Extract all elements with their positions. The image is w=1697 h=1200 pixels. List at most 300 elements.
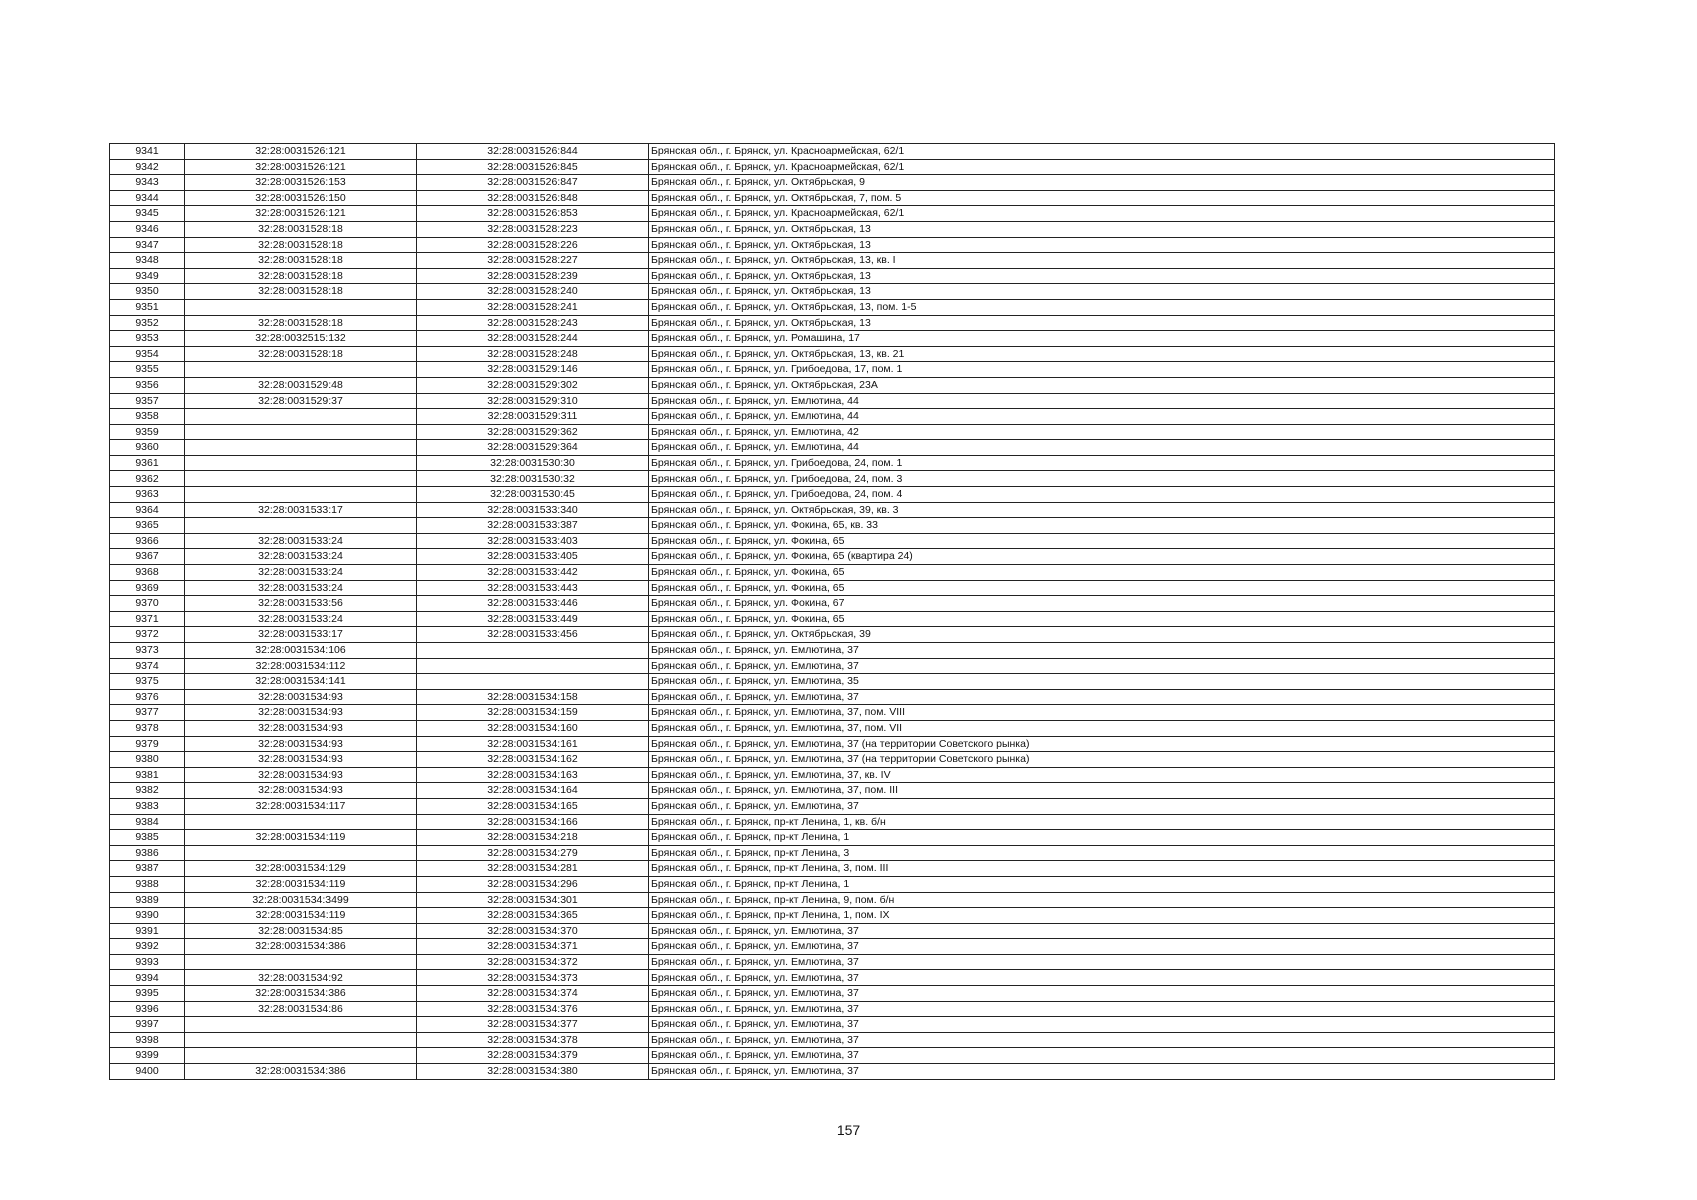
- address-cell: Брянская обл., г. Брянск, ул. Октябрьская, 9: [649, 175, 1555, 191]
- row-number-cell: 9360: [110, 440, 185, 456]
- address-cell: Брянская обл., г. Брянск, ул. Фокина, 65 (квартира 24): [649, 549, 1555, 565]
- row-number-cell: 9372: [110, 627, 185, 643]
- address-cell: Брянская обл., г. Брянск, ул. Грибоедова, 24, пом. 3: [649, 471, 1555, 487]
- row-number-cell: 9366: [110, 533, 185, 549]
- table-row: [110, 876, 1555, 892]
- address-cell: Брянская обл., г. Брянск, пр-кт Ленина, 1, пом. IX: [649, 908, 1555, 924]
- table-row: [110, 362, 1555, 378]
- parent-cadastral-number-cell: 32:28:0031534:93: [185, 783, 417, 799]
- cadastral-number-cell: 32:28:0031534:372: [417, 954, 649, 970]
- address-cell: Брянская обл., г. Брянск, ул. Октябрьская, 13: [649, 237, 1555, 253]
- table-row: [110, 611, 1555, 627]
- table-row: [110, 237, 1555, 253]
- cadastral-number-cell: 32:28:0031533:387: [417, 518, 649, 534]
- row-number-cell: 9354: [110, 346, 185, 362]
- address-cell: Брянская обл., г. Брянск, ул. Октябрьская, 13, кв. 21: [649, 346, 1555, 362]
- table-row: [110, 752, 1555, 768]
- row-number-cell: 9386: [110, 845, 185, 861]
- table-row: [110, 1017, 1555, 1033]
- cadastral-number-cell: 32:28:0031526:848: [417, 190, 649, 206]
- address-cell: Брянская обл., г. Брянск, ул. Грибоедова, 17, пом. 1: [649, 362, 1555, 378]
- address-cell: Брянская обл., г. Брянск, ул. Емлютина, 37: [649, 1032, 1555, 1048]
- table-row: [110, 175, 1555, 191]
- cadastral-number-cell: 32:28:0031534:370: [417, 923, 649, 939]
- row-number-cell: 9367: [110, 549, 185, 565]
- table-row: [110, 580, 1555, 596]
- parent-cadastral-number-cell: 32:28:0031534:119: [185, 830, 417, 846]
- cadastral-number-cell: 32:28:0031534:164: [417, 783, 649, 799]
- row-number-cell: 9390: [110, 908, 185, 924]
- cadastral-number-cell: 32:28:0031534:378: [417, 1032, 649, 1048]
- parent-cadastral-number-cell: [185, 471, 417, 487]
- address-cell: Брянская обл., г. Брянск, ул. Емлютина, 42: [649, 424, 1555, 440]
- parent-cadastral-number-cell: 32:28:0031534:3499: [185, 892, 417, 908]
- cadastral-number-cell: 32:28:0031533:449: [417, 611, 649, 627]
- parent-cadastral-number-cell: 32:28:0031534:85: [185, 923, 417, 939]
- table-row: [110, 689, 1555, 705]
- parent-cadastral-number-cell: 32:28:0031528:18: [185, 346, 417, 362]
- cadastral-number-cell: 32:28:0031530:30: [417, 455, 649, 471]
- address-cell: Брянская обл., г. Брянск, ул. Фокина, 65: [649, 533, 1555, 549]
- parent-cadastral-number-cell: 32:28:0031533:24: [185, 611, 417, 627]
- row-number-cell: 9347: [110, 237, 185, 253]
- table-row: [110, 159, 1555, 175]
- address-cell: Брянская обл., г. Брянск, ул. Емлютина, 37: [649, 923, 1555, 939]
- cadastral-number-cell: 32:28:0031534:165: [417, 798, 649, 814]
- parent-cadastral-number-cell: 32:28:0031533:24: [185, 533, 417, 549]
- row-number-cell: 9382: [110, 783, 185, 799]
- parent-cadastral-number-cell: [185, 1048, 417, 1064]
- parent-cadastral-number-cell: 32:28:0031533:24: [185, 549, 417, 565]
- cadastral-number-cell: 32:28:0031534:160: [417, 720, 649, 736]
- parent-cadastral-number-cell: 32:28:0031534:92: [185, 970, 417, 986]
- parent-cadastral-number-cell: [185, 518, 417, 534]
- address-cell: Брянская обл., г. Брянск, ул. Емлютина, 44: [649, 393, 1555, 409]
- cadastral-number-cell: 32:28:0031534:301: [417, 892, 649, 908]
- address-cell: Брянская обл., г. Брянск, ул. Октябрьская, 13: [649, 268, 1555, 284]
- table-row: [110, 627, 1555, 643]
- cadastral-number-cell: 32:28:0031533:446: [417, 596, 649, 612]
- address-cell: Брянская обл., г. Брянск, ул. Фокина, 67: [649, 596, 1555, 612]
- cadastral-number-cell: 32:28:0031528:227: [417, 253, 649, 269]
- parent-cadastral-number-cell: 32:28:0031534:93: [185, 705, 417, 721]
- row-number-cell: 9359: [110, 424, 185, 440]
- row-number-cell: 9356: [110, 377, 185, 393]
- cadastral-number-cell: 32:28:0031533:442: [417, 565, 649, 581]
- cadastral-number-cell: 32:28:0031526:847: [417, 175, 649, 191]
- cadastral-number-cell: 32:28:0031534:379: [417, 1048, 649, 1064]
- parent-cadastral-number-cell: 32:28:0031528:18: [185, 284, 417, 300]
- cadastral-number-cell: 32:28:0031528:240: [417, 284, 649, 300]
- table-row: [110, 923, 1555, 939]
- table-row: [110, 1048, 1555, 1064]
- row-number-cell: 9383: [110, 798, 185, 814]
- row-number-cell: 9344: [110, 190, 185, 206]
- address-cell: Брянская обл., г. Брянск, ул. Октябрьская, 23А: [649, 377, 1555, 393]
- parent-cadastral-number-cell: 32:28:0031534:117: [185, 798, 417, 814]
- table-row: [110, 767, 1555, 783]
- table-row: [110, 455, 1555, 471]
- row-number-cell: 9374: [110, 658, 185, 674]
- table-row: [110, 518, 1555, 534]
- cadastral-number-cell: 32:28:0031528:244: [417, 331, 649, 347]
- table-row: [110, 331, 1555, 347]
- row-number-cell: 9362: [110, 471, 185, 487]
- cadastral-number-cell: 32:28:0031534:166: [417, 814, 649, 830]
- table-row: [110, 533, 1555, 549]
- row-number-cell: 9351: [110, 299, 185, 315]
- parent-cadastral-number-cell: 32:28:0031526:121: [185, 159, 417, 175]
- parent-cadastral-number-cell: 32:28:0031529:48: [185, 377, 417, 393]
- row-number-cell: 9397: [110, 1017, 185, 1033]
- parent-cadastral-number-cell: 32:28:0031528:18: [185, 268, 417, 284]
- table-row: [110, 845, 1555, 861]
- table-row: [110, 830, 1555, 846]
- row-number-cell: 9384: [110, 814, 185, 830]
- parent-cadastral-number-cell: 32:28:0031534:93: [185, 767, 417, 783]
- parent-cadastral-number-cell: 32:28:0031528:18: [185, 221, 417, 237]
- address-cell: Брянская обл., г. Брянск, ул. Октябрьская, 13: [649, 284, 1555, 300]
- address-cell: Брянская обл., г. Брянск, ул. Ромашина, 17: [649, 331, 1555, 347]
- parent-cadastral-number-cell: 32:28:0031534:119: [185, 876, 417, 892]
- row-number-cell: 9370: [110, 596, 185, 612]
- parent-cadastral-number-cell: 32:28:0031533:17: [185, 627, 417, 643]
- row-number-cell: 9396: [110, 1001, 185, 1017]
- address-cell: Брянская обл., г. Брянск, ул. Емлютина, 37: [649, 643, 1555, 659]
- row-number-cell: 9380: [110, 752, 185, 768]
- cadastral-number-cell: [417, 674, 649, 690]
- row-number-cell: 9363: [110, 487, 185, 503]
- cadastral-number-cell: 32:28:0031529:302: [417, 377, 649, 393]
- parent-cadastral-number-cell: 32:28:0031533:24: [185, 580, 417, 596]
- address-cell: Брянская обл., г. Брянск, ул. Фокина, 65: [649, 565, 1555, 581]
- cadastral-number-cell: 32:28:0031533:443: [417, 580, 649, 596]
- table-row: [110, 986, 1555, 1002]
- table-row: [110, 783, 1555, 799]
- address-cell: Брянская обл., г. Брянск, ул. Красноармейская, 62/1: [649, 206, 1555, 222]
- row-number-cell: 9373: [110, 643, 185, 659]
- parent-cadastral-number-cell: [185, 455, 417, 471]
- table-row: [110, 954, 1555, 970]
- table-row: [110, 190, 1555, 206]
- table-row: [110, 393, 1555, 409]
- row-number-cell: 9357: [110, 393, 185, 409]
- row-number-cell: 9361: [110, 455, 185, 471]
- row-number-cell: 9391: [110, 923, 185, 939]
- parent-cadastral-number-cell: [185, 299, 417, 315]
- table-row: [110, 409, 1555, 425]
- address-cell: Брянская обл., г. Брянск, ул. Емлютина, 37: [649, 986, 1555, 1002]
- row-number-cell: 9393: [110, 954, 185, 970]
- table-body: [110, 144, 1555, 1080]
- table-row: [110, 284, 1555, 300]
- parent-cadastral-number-cell: 32:28:0031528:18: [185, 237, 417, 253]
- parent-cadastral-number-cell: 32:28:0031533:24: [185, 565, 417, 581]
- parent-cadastral-number-cell: [185, 487, 417, 503]
- row-number-cell: 9376: [110, 689, 185, 705]
- table-row: [110, 674, 1555, 690]
- address-cell: Брянская обл., г. Брянск, ул. Емлютина, 37: [649, 954, 1555, 970]
- parent-cadastral-number-cell: 32:28:0031534:106: [185, 643, 417, 659]
- parent-cadastral-number-cell: [185, 440, 417, 456]
- address-cell: Брянская обл., г. Брянск, пр-кт Ленина, 1, кв. б/н: [649, 814, 1555, 830]
- parent-cadastral-number-cell: 32:28:0031534:112: [185, 658, 417, 674]
- cadastral-number-cell: 32:28:0031534:163: [417, 767, 649, 783]
- row-number-cell: 9350: [110, 284, 185, 300]
- cadastral-number-cell: 32:28:0031533:340: [417, 502, 649, 518]
- address-cell: Брянская обл., г. Брянск, ул. Грибоедова, 24, пом. 4: [649, 487, 1555, 503]
- table-row: [110, 705, 1555, 721]
- cadastral-number-cell: 32:28:0031529:310: [417, 393, 649, 409]
- parent-cadastral-number-cell: [185, 814, 417, 830]
- cadastral-number-cell: 32:28:0031526:844: [417, 144, 649, 160]
- table-row: [110, 502, 1555, 518]
- parent-cadastral-number-cell: 32:28:0031534:386: [185, 986, 417, 1002]
- table-row: [110, 144, 1555, 160]
- cadastral-number-cell: [417, 643, 649, 659]
- cadastral-number-cell: 32:28:0031534:279: [417, 845, 649, 861]
- cadastral-number-cell: 32:28:0031528:226: [417, 237, 649, 253]
- address-cell: Брянская обл., г. Брянск, ул. Октябрьская, 13, пом. 1-5: [649, 299, 1555, 315]
- row-number-cell: 9395: [110, 986, 185, 1002]
- table-row: [110, 440, 1555, 456]
- address-cell: Брянская обл., г. Брянск, ул. Октябрьская, 39, кв. 3: [649, 502, 1555, 518]
- parent-cadastral-number-cell: 32:28:0031534:386: [185, 939, 417, 955]
- row-number-cell: 9392: [110, 939, 185, 955]
- row-number-cell: 9365: [110, 518, 185, 534]
- parent-cadastral-number-cell: [185, 409, 417, 425]
- row-number-cell: 9352: [110, 315, 185, 331]
- parent-cadastral-number-cell: 32:28:0031534:141: [185, 674, 417, 690]
- cadastral-number-cell: 32:28:0031534:377: [417, 1017, 649, 1033]
- table-row: [110, 315, 1555, 331]
- cadastral-number-cell: 32:28:0031534:158: [417, 689, 649, 705]
- row-number-cell: 9371: [110, 611, 185, 627]
- table-row: [110, 939, 1555, 955]
- parent-cadastral-number-cell: 32:28:0031528:18: [185, 315, 417, 331]
- cadastral-number-cell: 32:28:0031534:374: [417, 986, 649, 1002]
- cadastral-number-cell: 32:28:0031534:162: [417, 752, 649, 768]
- cadastral-number-cell: 32:28:0031533:456: [417, 627, 649, 643]
- table-row: [110, 798, 1555, 814]
- cadastral-number-cell: 32:28:0031534:376: [417, 1001, 649, 1017]
- row-number-cell: 9379: [110, 736, 185, 752]
- table-row: [110, 1064, 1555, 1080]
- row-number-cell: 9389: [110, 892, 185, 908]
- table-row: [110, 892, 1555, 908]
- row-number-cell: 9398: [110, 1032, 185, 1048]
- row-number-cell: 9394: [110, 970, 185, 986]
- parent-cadastral-number-cell: 32:28:0031526:153: [185, 175, 417, 191]
- data-table: [109, 143, 1555, 1080]
- address-cell: Брянская обл., г. Брянск, пр-кт Ленина, 9, пом. б/н: [649, 892, 1555, 908]
- parent-cadastral-number-cell: 32:28:0031528:18: [185, 253, 417, 269]
- address-cell: Брянская обл., г. Брянск, ул. Емлютина, 37, пом. VII: [649, 720, 1555, 736]
- parent-cadastral-number-cell: 32:28:0031529:37: [185, 393, 417, 409]
- cadastral-number-cell: 32:28:0031530:32: [417, 471, 649, 487]
- table-row: [110, 299, 1555, 315]
- address-cell: Брянская обл., г. Брянск, ул. Фокина, 65, кв. 33: [649, 518, 1555, 534]
- parent-cadastral-number-cell: [185, 845, 417, 861]
- row-number-cell: 9345: [110, 206, 185, 222]
- address-cell: Брянская обл., г. Брянск, ул. Емлютина, 37, кв. IV: [649, 767, 1555, 783]
- cadastral-number-cell: 32:28:0031530:45: [417, 487, 649, 503]
- table-row: [110, 471, 1555, 487]
- cadastral-number-cell: 32:28:0031534:281: [417, 861, 649, 877]
- cadastral-number-cell: 32:28:0031534:373: [417, 970, 649, 986]
- address-cell: Брянская обл., г. Брянск, ул. Емлютина, 44: [649, 409, 1555, 425]
- cadastral-number-cell: 32:28:0031534:159: [417, 705, 649, 721]
- parent-cadastral-number-cell: 32:28:0031526:121: [185, 206, 417, 222]
- page-number: 157: [836, 1122, 861, 1138]
- table-row: [110, 253, 1555, 269]
- row-number-cell: 9377: [110, 705, 185, 721]
- cadastral-number-cell: 32:28:0031529:364: [417, 440, 649, 456]
- row-number-cell: 9400: [110, 1064, 185, 1080]
- row-number-cell: 9343: [110, 175, 185, 191]
- table-row: [110, 814, 1555, 830]
- row-number-cell: 9375: [110, 674, 185, 690]
- address-cell: Брянская обл., г. Брянск, ул. Емлютина, 37: [649, 1017, 1555, 1033]
- table-row: [110, 565, 1555, 581]
- row-number-cell: 9385: [110, 830, 185, 846]
- address-cell: Брянская обл., г. Брянск, ул. Фокина, 65: [649, 611, 1555, 627]
- parent-cadastral-number-cell: [185, 954, 417, 970]
- row-number-cell: 9341: [110, 144, 185, 160]
- table-row: [110, 268, 1555, 284]
- address-cell: Брянская обл., г. Брянск, ул. Октябрьская, 13, кв. I: [649, 253, 1555, 269]
- table-row: [110, 377, 1555, 393]
- address-cell: Брянская обл., г. Брянск, пр-кт Ленина, 1: [649, 876, 1555, 892]
- parent-cadastral-number-cell: 32:28:0031534:86: [185, 1001, 417, 1017]
- address-cell: Брянская обл., г. Брянск, ул. Емлютина, 37: [649, 939, 1555, 955]
- row-number-cell: 9388: [110, 876, 185, 892]
- address-cell: Брянская обл., г. Брянск, ул. Емлютина, 37: [649, 1001, 1555, 1017]
- row-number-cell: 9353: [110, 331, 185, 347]
- row-number-cell: 9349: [110, 268, 185, 284]
- cadastral-number-cell: 32:28:0031529:362: [417, 424, 649, 440]
- cadastral-number-cell: 32:28:0031529:311: [417, 409, 649, 425]
- parent-cadastral-number-cell: [185, 1017, 417, 1033]
- table-row: [110, 658, 1555, 674]
- row-number-cell: 9346: [110, 221, 185, 237]
- parent-cadastral-number-cell: 32:28:0031526:150: [185, 190, 417, 206]
- address-cell: Брянская обл., г. Брянск, ул. Емлютина, 37: [649, 1064, 1555, 1080]
- address-cell: Брянская обл., г. Брянск, ул. Красноармейская, 62/1: [649, 144, 1555, 160]
- table-row: [110, 206, 1555, 222]
- table-row: [110, 720, 1555, 736]
- row-number-cell: 9399: [110, 1048, 185, 1064]
- row-number-cell: 9364: [110, 502, 185, 518]
- parent-cadastral-number-cell: [185, 1032, 417, 1048]
- table-row: [110, 908, 1555, 924]
- address-cell: Брянская обл., г. Брянск, ул. Емлютина, 44: [649, 440, 1555, 456]
- cadastral-number-cell: 32:28:0031528:239: [417, 268, 649, 284]
- table-row: [110, 736, 1555, 752]
- row-number-cell: 9348: [110, 253, 185, 269]
- cadastral-number-cell: 32:28:0031529:146: [417, 362, 649, 378]
- cadastral-number-cell: 32:28:0031534:380: [417, 1064, 649, 1080]
- address-cell: Брянская обл., г. Брянск, ул. Емлютина, 35: [649, 674, 1555, 690]
- cadastral-number-cell: 32:28:0031528:243: [417, 315, 649, 331]
- table-row: [110, 1001, 1555, 1017]
- cadastral-number-cell: 32:28:0031528:223: [417, 221, 649, 237]
- cadastral-number-cell: 32:28:0031526:845: [417, 159, 649, 175]
- cadastral-number-cell: [417, 658, 649, 674]
- parent-cadastral-number-cell: 32:28:0031534:386: [185, 1064, 417, 1080]
- table-row: [110, 549, 1555, 565]
- table-row: [110, 596, 1555, 612]
- row-number-cell: 9368: [110, 565, 185, 581]
- parent-cadastral-number-cell: 32:28:0031534:129: [185, 861, 417, 877]
- row-number-cell: 9381: [110, 767, 185, 783]
- parent-cadastral-number-cell: 32:28:0032515:132: [185, 331, 417, 347]
- parent-cadastral-number-cell: 32:28:0031534:93: [185, 689, 417, 705]
- address-cell: Брянская обл., г. Брянск, пр-кт Ленина, 3: [649, 845, 1555, 861]
- address-cell: Брянская обл., г. Брянск, ул. Октябрьская, 39: [649, 627, 1555, 643]
- parent-cadastral-number-cell: 32:28:0031533:56: [185, 596, 417, 612]
- address-cell: Брянская обл., г. Брянск, ул. Октябрьская, 7, пом. 5: [649, 190, 1555, 206]
- row-number-cell: 9358: [110, 409, 185, 425]
- address-cell: Брянская обл., г. Брянск, ул. Грибоедова, 24, пом. 1: [649, 455, 1555, 471]
- address-cell: Брянская обл., г. Брянск, ул. Октябрьская, 13: [649, 221, 1555, 237]
- table-row: [110, 487, 1555, 503]
- address-cell: Брянская обл., г. Брянск, пр-кт Ленина, 3, пом. III: [649, 861, 1555, 877]
- table-row: [110, 346, 1555, 362]
- cadastral-number-cell: 32:28:0031534:365: [417, 908, 649, 924]
- table-row: [110, 861, 1555, 877]
- cadastral-number-cell: 32:28:0031528:248: [417, 346, 649, 362]
- table-row: [110, 424, 1555, 440]
- row-number-cell: 9387: [110, 861, 185, 877]
- parent-cadastral-number-cell: 32:28:0031526:121: [185, 144, 417, 160]
- address-cell: Брянская обл., г. Брянск, пр-кт Ленина, 1: [649, 830, 1555, 846]
- row-number-cell: 9378: [110, 720, 185, 736]
- parent-cadastral-number-cell: 32:28:0031533:17: [185, 502, 417, 518]
- table-row: [110, 1032, 1555, 1048]
- parent-cadastral-number-cell: 32:28:0031534:119: [185, 908, 417, 924]
- parent-cadastral-number-cell: [185, 362, 417, 378]
- address-cell: Брянская обл., г. Брянск, ул. Емлютина, 37: [649, 798, 1555, 814]
- cadastral-number-cell: 32:28:0031534:371: [417, 939, 649, 955]
- address-cell: Брянская обл., г. Брянск, ул. Емлютина, 37: [649, 970, 1555, 986]
- address-cell: Брянская обл., г. Брянск, ул. Емлютина, 37 (на территории Советского рынка): [649, 736, 1555, 752]
- parent-cadastral-number-cell: [185, 424, 417, 440]
- address-cell: Брянская обл., г. Брянск, ул. Фокина, 65: [649, 580, 1555, 596]
- table-row: [110, 221, 1555, 237]
- cadastral-number-cell: 32:28:0031528:241: [417, 299, 649, 315]
- parent-cadastral-number-cell: 32:28:0031534:93: [185, 720, 417, 736]
- parent-cadastral-number-cell: 32:28:0031534:93: [185, 752, 417, 768]
- parent-cadastral-number-cell: 32:28:0031534:93: [185, 736, 417, 752]
- row-number-cell: 9355: [110, 362, 185, 378]
- address-cell: Брянская обл., г. Брянск, ул. Емлютина, 37: [649, 658, 1555, 674]
- address-cell: Брянская обл., г. Брянск, ул. Емлютина, 37: [649, 689, 1555, 705]
- cadastral-number-cell: 32:28:0031533:403: [417, 533, 649, 549]
- cadastral-number-cell: 32:28:0031533:405: [417, 549, 649, 565]
- table-row: [110, 970, 1555, 986]
- address-cell: Брянская обл., г. Брянск, ул. Емлютина, 37, пом. VIII: [649, 705, 1555, 721]
- row-number-cell: 9342: [110, 159, 185, 175]
- address-cell: Брянская обл., г. Брянск, ул. Емлютина, 37: [649, 1048, 1555, 1064]
- table-row: [110, 643, 1555, 659]
- cadastral-number-cell: 32:28:0031534:218: [417, 830, 649, 846]
- cadastral-number-cell: 32:28:0031534:161: [417, 736, 649, 752]
- address-cell: Брянская обл., г. Брянск, ул. Красноармейская, 62/1: [649, 159, 1555, 175]
- address-cell: Брянская обл., г. Брянск, ул. Емлютина, 37 (на территории Советского рынка): [649, 752, 1555, 768]
- row-number-cell: 9369: [110, 580, 185, 596]
- address-cell: Брянская обл., г. Брянск, ул. Октябрьская, 13: [649, 315, 1555, 331]
